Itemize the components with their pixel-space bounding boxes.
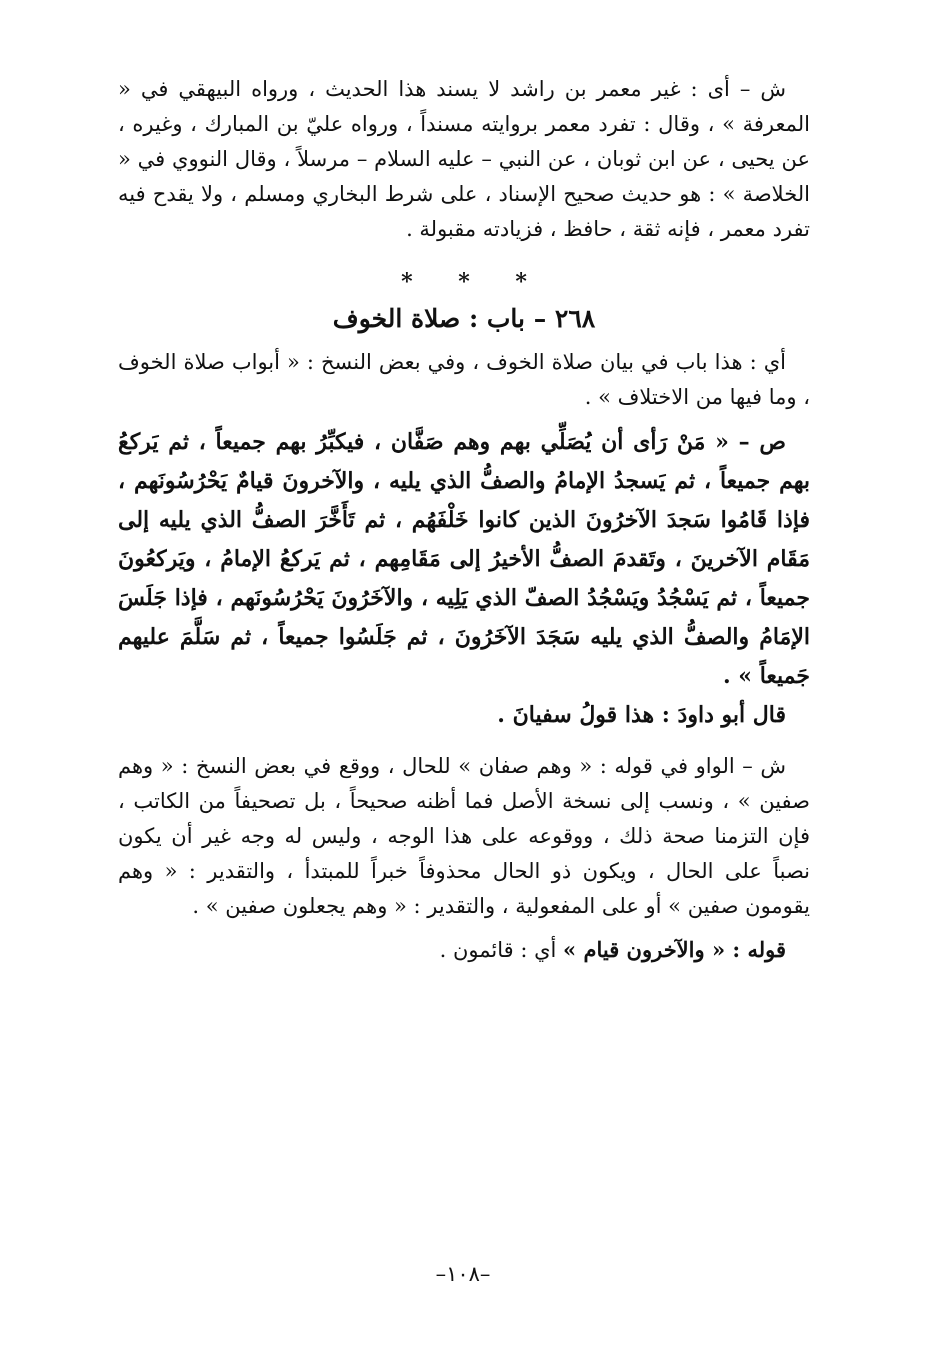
chapter-intro-paragraph: أي : هذا باب في بيان صلاة الخوف ، وفي بعض النسخ : « أبواب صلاة الخوف ، وما فيها من الاختلاف » . — [118, 350, 810, 409]
commentary-paragraph-1: ش – أى : غير معمر بن راشد لا يسند هذا الحديث ، ورواه البيهقي في « المعرفة » ، وقال : تفرد معمر بروايته مسنداً ، ورواه عليّ بن المبارك ، وغيره ، عن يحيى ، عن ابن ثوبان ، عن النبي – عليه السلام – مرسلاً ، وقال النووي في « الخلاصة » : هو حديث صحيح الإسناد ، على شرط البخاري ومسلم ، ولا يقدح فيه تفرد معمر ، فإنه ثقة ، حافظ ، فزيادته مقبولة . — [118, 77, 810, 241]
explanatory-note — [118, 932, 810, 968]
document-page — [118, 72, 810, 1352]
commentary-paragraph-2: ش – الواو في قوله : « وهم صفان » للحال ، ووقع في بعض النسخ : « وهم صفين » ، ونسب إلى نسخة الأصل فما أظنه صحيحاً ، بل تصحيفاً من الكاتب ، فإن التزمنا صحة ذلك ، ووقوعه على هذا الوجه ، وليس له وجه غير أن يكون نصباً على الحال ، ويكون ذو الحال محذوفاً خبراً للمبتدأ ، والتقدير : « وهم يقومون صفين » أو على المفعولية ، والتقدير : « وهم يجعلون صفين » . — [118, 754, 810, 918]
hadith-text-paragraph: ص – « مَنْ رَأى أن يُصَلِّي بهم وهم صَفَّان ، فيكبِّرُ بهم جميعاً ، ثم يَركعُ بهم جميعاً ، ثم يَسجدُ الإمامُ والصفُّ الذي يليه ، والآخرونَ قيامٌ يَحْرُسُونَهم ، فإذا قَامُوا سَجدَ الآخرُونَ الذين كانوا خَلْفَهُم ، ثم تَأَخَّرَ الصفُّ الذي يليه إلى مَقَام الآخرينَ ، وتَقدمَ الصفُّ الأخيرُ إلى مَقَامِهم ، ثم يَركعُ الإمامُ ، ويَركعُونَ جميعاً ، ثم يَسْجُدُ ويَسْجُدُ الصفّ الذي يَلِيه ، والآخَرُونَ يَحْرُسُونَهم ، فإذا جَلَسَ الإمَامُ والصفُّ الذي يليه سَجَدَ الآخَرُونَ ، ثم جَلَسُوا جميعاً ، ثم سَلَّمَ عليهم جَميعاً » . — [118, 429, 810, 689]
chapter-title: ٢٦٨ – باب : صلاة الخوف — [332, 304, 596, 333]
page-number: –١٠٨– — [435, 1262, 491, 1286]
explanatory-note-label: قوله : « والآخرون قيام » — [563, 937, 786, 962]
explanatory-note-text: أي : قائمون . — [439, 938, 564, 962]
section-separator: * * * — [401, 269, 527, 295]
abu-dawud-note: قال أبو داودَ : هذا قولُ سفيانَ . — [497, 702, 786, 728]
